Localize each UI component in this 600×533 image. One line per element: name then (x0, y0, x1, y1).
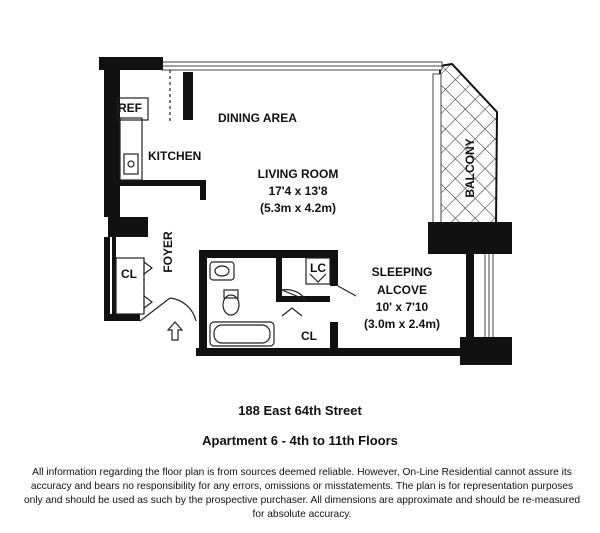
label-foyer: FOYER (161, 231, 175, 273)
label-linen-closet: LC (310, 261, 326, 275)
label-dining-area: DINING AREA (218, 111, 297, 125)
label-sleeping-dim-ft: 10' x 7'10 (375, 300, 429, 314)
label-kitchen: KITCHEN (148, 149, 202, 163)
label-living-dim-m: (5.3m x 4.2m) (259, 201, 337, 215)
label-alcove: ALCOVE (376, 283, 428, 297)
label-balcony: BALCONY (463, 138, 477, 198)
label-living-dim-ft: 17'4 x 13'8 (268, 184, 328, 198)
label-closet-foyer: CL (121, 267, 137, 281)
label-ref: REF (118, 101, 142, 115)
address: 188 East 64th Street (238, 403, 362, 418)
label-living-room: LIVING ROOM (257, 167, 339, 181)
apartment-title: Apartment 6 - 4th to 11th Floors (202, 433, 398, 448)
label-closet-bath: CL (301, 329, 317, 343)
label-sleeping: SLEEPING (371, 265, 433, 279)
disclaimer: All information regarding the floor plan is from sources deemed reliable. However, On-Line Residential cannot assure its accuracy and bears no responsibility for any errors, omissions or misstatements. The plan is for representation purposes only and should be used as such by the prospective purchaser. All dimensions are approximate and should be re-measured for absolute accuracy. (23, 467, 581, 520)
label-sleeping-dim-m: (3.0m x 2.4m) (363, 317, 441, 331)
